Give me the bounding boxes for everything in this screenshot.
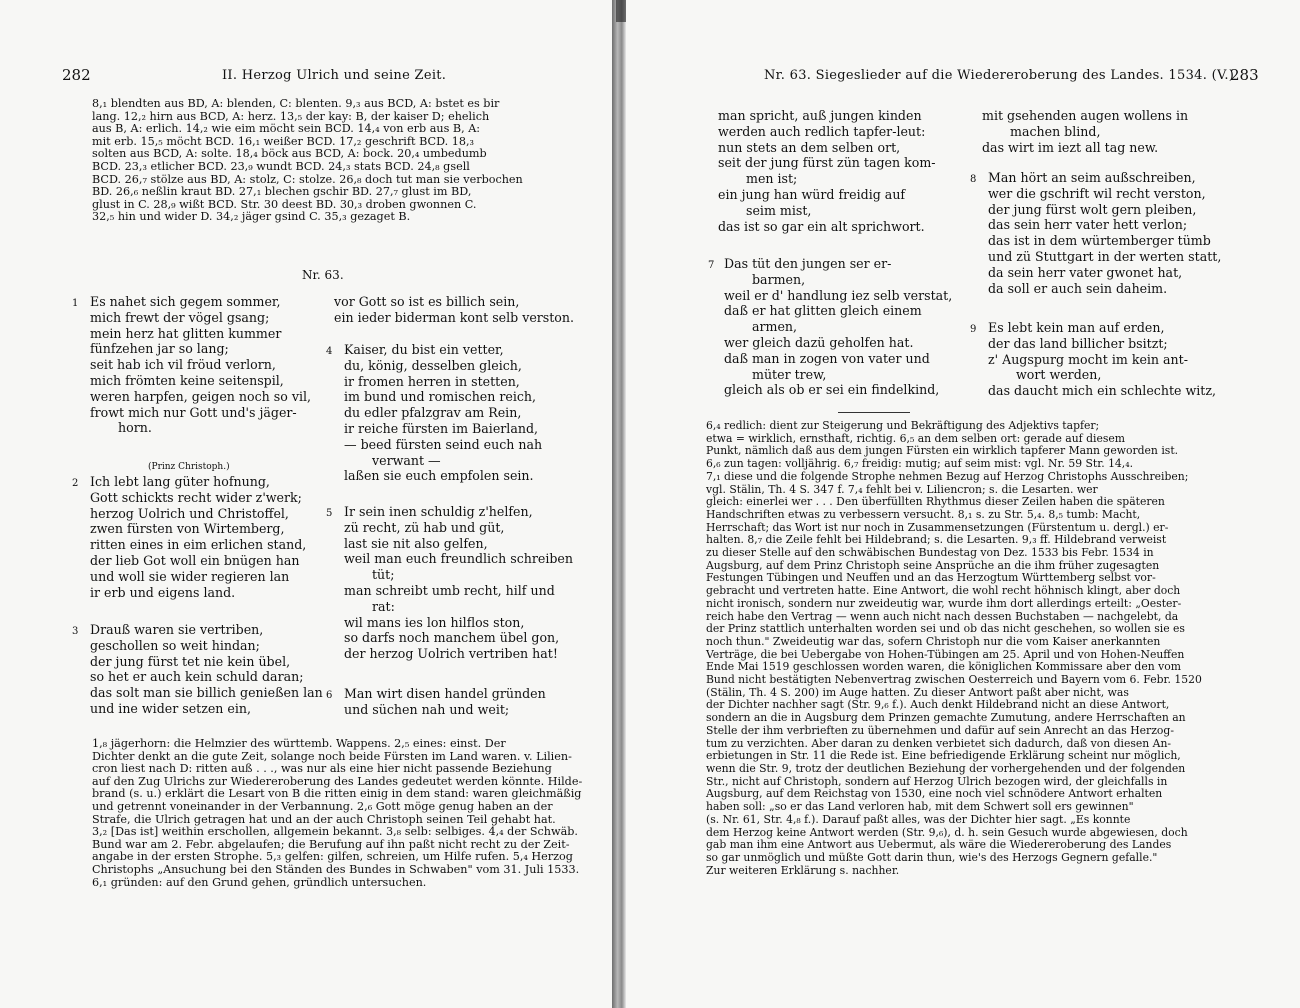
verse-line: ein ieder biderman kont selb verston. (334, 309, 575, 325)
verse-line: geschollen so weit hindan; (90, 637, 260, 653)
note-line: Augsburg, auf dem Reichstag von 1530, eine noch viel schnödere Antwort erhalten (706, 787, 1163, 801)
stanza-number: 7 (708, 260, 715, 271)
verse-line: du, könig, desselben gleich, (344, 357, 522, 373)
note-line: Christophs „Ansuchung bei den Ständen des Bundes in Schwaben" vom 31. Juli 1533. (92, 862, 580, 876)
verse-line: Ich lebt lang güter hofnung, (90, 474, 270, 489)
note-line: 6,₄ redlich: dient zur Steigerung und Bekräftigung des Adjektivs tapfer; (706, 419, 1100, 432)
verse-line: ein jung han würd freidig auf (718, 186, 906, 202)
stanza-6-continued (718, 108, 936, 234)
verse-line: Ir sein inen schuldig z'helfen, (344, 504, 533, 519)
note-line: und getrennt voneinander in der Verbannung. 2,₆ Gott möge genug haben an der (92, 799, 553, 813)
note-line: Bund nicht bestätigten Nebenvertrag zwischen Oesterreich und Bayern vom 6. Febr. 1520 (706, 673, 1202, 687)
running-head-left: II. Herzog Ulrich und seine Zeit. (222, 68, 447, 83)
verse-line: mich frewt der vögel gsang; (90, 309, 270, 325)
note-line: noch thun." Zweideutig war das, sofern Christoph nur die vom Kaiser anerkannten (706, 634, 1161, 648)
note-line: Herrschaft; das Wort ist nur noch in Zusammensetzungen (Fürstentum u. dergl.) er- (706, 520, 1169, 534)
note-line: (Stälin, Th. 4 S. 200) im Auge hatten. Zu dieser Antwort paßt aber nicht, was (706, 685, 1129, 699)
note-line: Stelle der ihm verbrieften zu übernehmen und dafür auf sein Anrecht an das Herzog- (706, 723, 1174, 737)
note-line: 32,₅ hin und wider D. 34,₂ jäger gsind C. 35,₃ gezaget B. (92, 210, 411, 224)
verse-line: so het er auch kein schuld daran; (90, 669, 304, 685)
note-line: BCD. 26,₇ stölze aus BD, A: stolz, C: stolze. 26,₈ doch tut man sie verbochen (92, 172, 523, 186)
verse-line: rat: (372, 598, 395, 614)
verse-line: ir erb und eigens land. (90, 584, 236, 600)
verse-line: Das tüt den jungen ser er- (724, 256, 892, 271)
verse-line: Man hört an seim außschreiben, (988, 170, 1196, 185)
verse-line: da soll er auch sein daheim. (988, 280, 1168, 296)
verse-line: mein herz hat glitten kummer (90, 325, 282, 341)
verse-line: man spricht, auß jungen kinden (718, 108, 922, 123)
verse-line: wer gleich dazü geholfen hat. (724, 334, 914, 350)
note-line: lang. 12,₂ hirn aus BCD, A: herz. 13,₅ der kay: B, der kaiser D; ehelich (92, 109, 490, 123)
note-line: Festungen Tübingen und Neuffen und an das Herzogtum Württemberg selbst vor- (706, 571, 1156, 585)
verse-line: und zü Stuttgart in der werten statt, (988, 248, 1222, 264)
verse-line: armen, (752, 319, 798, 335)
note-line: 6,₆ zun tagen: volljährig. 6,₇ freidig: mutig; auf seim mist: vgl. Nr. 59 Str. 14,₄. (706, 457, 1133, 471)
verse-line: weren harpfen, geigen noch so vil, (90, 388, 312, 404)
verse-line: last sie nit also gelfen, (344, 535, 488, 551)
verse-line: tüt; (372, 567, 395, 583)
note-line: 6,₁ gründen: auf den Grund gehen, gründlich untersuchen. (92, 875, 427, 889)
stanza-3-continued (334, 294, 574, 326)
note-line: sondern an die in Augsburg dem Prinzen gemachte Zumutung, andere Herrschaften an (706, 711, 1186, 725)
verse-line: so darfs noch manchem übel gon, (344, 630, 560, 646)
note-line: Punkt, nämlich daß aus dem jungen Fürsten ein wirklich tapferer Mann geworden ist. (706, 444, 1179, 458)
verse-line: der lieb Got woll ein bnügen han (90, 552, 300, 568)
stanza-number: 1 (72, 298, 79, 309)
note-line: BD. 26,₆ neßlin kraut BD. 27,₁ blechen gschir BD. 27,₇ glust im BD, (92, 185, 472, 199)
stanza-7 (724, 256, 952, 398)
stanza-1 (90, 294, 311, 436)
verse-line: z' Augspurg mocht im kein ant- (988, 351, 1188, 367)
note-line: wenn die Str. 9, trotz der deutlichen Beziehung der vorhergehenden und der folgenden (706, 761, 1186, 775)
note-line: (s. Nr. 61, Str. 4,₈ f.). Darauf paßt alles, was der Dichter hier sagt. „Es konnte (706, 812, 1131, 826)
note-line: Augsburg, auf dem Prinz Christoph seine Ansprüche an die ihm früher zugesagten (706, 558, 1160, 572)
verse-line: gleich als ob er sei ein findelkind, (724, 382, 940, 398)
note-line: Ende Mai 1519 geschlossen worden waren, die königlichen Kommissare aber den vom (706, 660, 1181, 674)
stanza-9 (988, 320, 1216, 399)
verse-line: zü recht, zü hab und güt, (344, 519, 505, 535)
note-line: haben soll: „so er das Land verloren hab, mit dem Schwert soll ers gewinnen" (706, 800, 1134, 814)
verse-line: das ist so gar ein alt sprichwort. (718, 218, 925, 234)
stanza-number: 6 (326, 690, 333, 701)
verse-line: ritten eines in eim erlichen stand, (90, 537, 307, 553)
note-line: gleich: einerlei wer . . . Den überfüllten Rhythmus dieser Zeilen haben die späteren (706, 495, 1165, 509)
verse-line: der herzog Uolrich vertriben hat! (344, 646, 558, 662)
note-line: tum zu verzichten. Aber daran zu denken verbietet sich dadurch, daß von diesen An- (706, 736, 1172, 750)
note-line: Zur weiteren Erklärung s. nachher. (706, 863, 900, 877)
verse-line: laßen sie euch empfolen sein. (344, 468, 534, 484)
verse-line: ir reiche fürsten im Baierland, (344, 420, 539, 436)
verse-line: Gott schickts recht wider z'werk; (90, 489, 302, 505)
verse-line: weil er d' handlung iez selb verstat, (724, 287, 953, 303)
verse-line: seim mist, (746, 202, 812, 218)
note-line: glust in C. 28,₉ wißt BCD. Str. 30 deest BD. 30,₃ droben gwonnen C. (92, 197, 477, 211)
note-line: gebracht und vertreten hatte. Eine Antwort, die wohl recht höhnisch klingt, aber doch (706, 584, 1181, 598)
verse-line: und süchen nah und weit; (344, 701, 510, 717)
note-line: der Dichter nachher sagt (Str. 9,₆ f.). Auch denkt Hildebrand nicht an diese Antwort, (706, 698, 1170, 712)
right-page (626, 0, 1300, 1008)
verse-line: verwant — (372, 452, 441, 468)
verse-line: weil man euch freundlich schreiben (344, 551, 573, 567)
verse-line: fünfzehen jar so lang; (90, 341, 229, 357)
verse-line: zwen fürsten von Wirtemberg, (90, 521, 285, 537)
verse-line: Man wirt disen handel gründen (344, 686, 546, 701)
verse-line: machen blind, (1010, 123, 1101, 139)
verse-line: der jung fürst tet nie kein übel, (90, 653, 291, 669)
note-line: der Prinz stattlich unterhalten worden sei und ob das nicht geschehen, so wollen sie es (706, 622, 1185, 636)
verse-line: — beed fürsten seind euch nah (344, 436, 543, 452)
note-line: nicht ironisch, sondern nur zweideutig war, wurde ihm dort allerdings erteilt: „Oester- (706, 596, 1182, 610)
note-line: 8,₁ blendten aus BD, A: blenden, C: blenten. 9,₃ aus BCD, A: bstet es bir (92, 97, 500, 110)
note-line: zu dieser Stelle auf den schwäbischen Bundestag von Dez. 1533 bis Febr. 1534 in (706, 546, 1154, 560)
stanza-2 (90, 474, 306, 600)
verse-line: Es lebt kein man auf erden, (988, 320, 1165, 335)
note-line: angabe in der ersten Strophe. 5,₃ gelfen: gilfen, schreien, um Hilfe rufen. 5,₄ Herzog (92, 850, 573, 864)
verse-line: men ist; (746, 171, 798, 187)
page-number-left: 282 (62, 66, 91, 84)
stanza-5 (344, 504, 573, 662)
verse-line: wer die gschrift wil recht verston, (988, 185, 1206, 201)
verse-line: werden auch redlich tapfer-leut: (718, 123, 926, 139)
verse-line: vor Gott so ist es billich sein, (334, 294, 520, 309)
verse-line: Es nahet sich gegem sommer, (90, 294, 281, 309)
note-line: 3,₂ [Das ist] weithin erschollen, allgemein bekannt. 3,₈ selb: selbiges. 4,₄ der Schwäb. (92, 825, 578, 839)
verse-line: Drauß waren sie vertriben, (90, 622, 264, 637)
verse-line: mit gsehenden augen wollens in (982, 108, 1189, 123)
note-line: brand (s. u.) erklärt die Lesart von B die ritten einig in dem stand: waren gleichmäßig (92, 787, 582, 801)
note-line: 1,₈ jägerhorn: die Helmzier des württemb. Wappens. 2,₅ eines: einst. Der (92, 737, 506, 750)
verse-line: seit der jung fürst zün tagen kom- (718, 155, 936, 171)
verse-line: wil mans ies lon hilflos ston, (344, 614, 525, 630)
verse-line: und ine wider setzen ein, (90, 700, 252, 716)
stanza-number: 4 (326, 346, 333, 357)
stanza-3 (90, 622, 323, 717)
section-heading: (Prinz Christoph.) (148, 462, 230, 472)
verse-line: daß man in zogen von vater und (724, 350, 930, 366)
verse-line: das wirt im iezt all tag new. (982, 139, 1159, 155)
verse-line: Kaiser, du bist ein vetter, (344, 342, 504, 357)
verse-line: da sein herr vater gwonet hat, (988, 264, 1183, 280)
stanza-7-continued (982, 108, 1188, 155)
note-line: auf den Zug Ulrichs zur Wiedereroberung des Landes gedeutet werden könnte. Hilde- (92, 774, 583, 788)
verse-line: seit hab ich vil fröud verlorn, (90, 357, 276, 373)
stanza-number: 3 (72, 626, 79, 637)
verse-line: der jung fürst wolt gern pleiben, (988, 201, 1197, 217)
verse-line: mich frömten keine seitenspil, (90, 372, 284, 388)
verse-line: nun stets an dem selben ort, (718, 139, 901, 155)
verse-line: horn. (118, 420, 152, 436)
running-head-right: Nr. 63. Siegeslieder auf die Wiedereroberung des Landes. 1534. (V.) (764, 68, 1235, 83)
verse-line: der das land billicher bsitzt; (988, 335, 1168, 351)
note-line: aus B, A: erlich. 14,₂ wie eim möcht sein BCD. 14,₄ von erb aus B, A: (92, 122, 481, 136)
verse-line: das daucht mich ein schlechte witz, (988, 383, 1216, 399)
verse-line: und woll sie wider regieren lan (90, 568, 290, 584)
apparatus-notes (92, 98, 523, 224)
stanza-8 (988, 170, 1221, 296)
divider (838, 412, 910, 413)
verse-line: man schreibt umb recht, hilf und (344, 582, 555, 598)
note-line: Handschriften etwas zu verbessern versucht. 8,₁ s. zu Str. 5,₄. 8,₅ tumb: Macht, (706, 507, 1141, 521)
note-line: Verträge, die bei Uebergabe von Hohen-Tübingen am 25. April und von Hohen-Neuffen (706, 647, 1185, 661)
verse-line: ir fromen herren in stetten, (344, 373, 520, 389)
book-gutter (612, 0, 626, 1008)
note-line: vgl. Stälin, Th. 4 S. 347 f. 7,₄ fehlt bei v. Liliencron; s. die Lesarten. wer (706, 482, 1098, 496)
stanza-number: 2 (72, 478, 79, 489)
footnotes-left (92, 738, 582, 889)
verse-line: das ist in dem würtemberger tümb (988, 233, 1211, 249)
note-line: solten aus BCD, A: solte. 18,₄ böck aus BCD, A: bock. 20,₄ umbedumb (92, 147, 487, 161)
note-line: Str., nicht auf Christoph, sondern auf Herzog Ulrich bezogen wird, der gleichfalls in (706, 774, 1168, 788)
note-line: Dichter denkt an die gute Zeit, solange noch beide Fürsten im Land waren. v. Lilien- (92, 749, 572, 763)
stanza-number: 5 (326, 508, 333, 519)
note-line: reich habe den Vertrag — wenn auch nicht nach dessen Buchstaben — nachgelebt, da (706, 609, 1179, 623)
verse-line: müter trew, (752, 366, 827, 382)
verse-line: frowt mich nur Gott und's jäger- (90, 404, 297, 420)
note-line: mit erb. 15,₅ möcht BCD. 16,₁ weißer BCD. 17,₂ geschrift BCD. 18,₃ (92, 134, 475, 148)
stanza-number: 9 (970, 324, 977, 335)
verse-line: herzog Uolrich und Christoffel, (90, 505, 289, 521)
song-number: Nr. 63. (302, 268, 344, 282)
page-number-right: 283 (1230, 66, 1259, 84)
note-line: halten. 8,₇ die Zeile fehlt bei Hildebrand; s. die Lesarten. 9,₃ ff. Hildebrand verweist (706, 533, 1167, 547)
stanza-number: 8 (970, 174, 977, 185)
stanza-4 (344, 342, 542, 484)
note-line: etwa = wirklich, ernsthaft, richtig. 6,₅ an dem selben ort: gerade auf diesem (706, 431, 1126, 445)
left-page (0, 0, 612, 1008)
note-line: erbietungen in Str. 11 die Rede ist. Eine befriedigende Erklärung scheint nur möglich, (706, 749, 1181, 763)
stanza-6 (344, 686, 546, 718)
note-line: cron liest nach D: ritten auß . . ., was nur als eine hier nicht passende Beziehung (92, 762, 552, 776)
note-line: 7,₁ diese und die folgende Strophe nehmen Bezug auf Herzog Christophs Ausschreiben; (706, 469, 1189, 483)
verse-line: daß er hat glitten gleich einem (724, 303, 922, 319)
note-line: Bund war am 2. Febr. abgelaufen; die Berufung auf ihn paßt nicht recht zu der Zeit- (92, 837, 570, 851)
verse-line: im bund und romischen reich, (344, 389, 537, 405)
verse-line: du edler pfalzgrav am Rein, (344, 405, 522, 421)
verse-line: das sein herr vater hett verlon; (988, 217, 1188, 233)
note-line: dem Herzog keine Antwort werden (Str. 9,₆), d. h. sein Gesuch wurde abgewiesen, doch (706, 825, 1188, 839)
footnotes-right (706, 420, 1202, 877)
verse-line: das solt man sie billich genießen lan (90, 685, 323, 701)
note-line: Strafe, die Ulrich getragen hat und an der auch Christoph seinen Teil gehabt hat. (92, 812, 556, 826)
note-line: so gar unmöglich und müßte Gott darin thun, wie's des Herzogs Gegnern gefalle." (706, 850, 1158, 864)
note-line: gab man ihm eine Antwort aus Uebermut, als wäre die Wiedereroberung des Landes (706, 838, 1172, 852)
verse-line: wort werden, (1016, 367, 1102, 383)
note-line: BCD. 23,₃ etlicher BCD. 23,₉ wundt BCD. 24,₃ stats BCD. 24,₈ gsell (92, 159, 470, 173)
verse-line: barmen, (752, 271, 806, 287)
